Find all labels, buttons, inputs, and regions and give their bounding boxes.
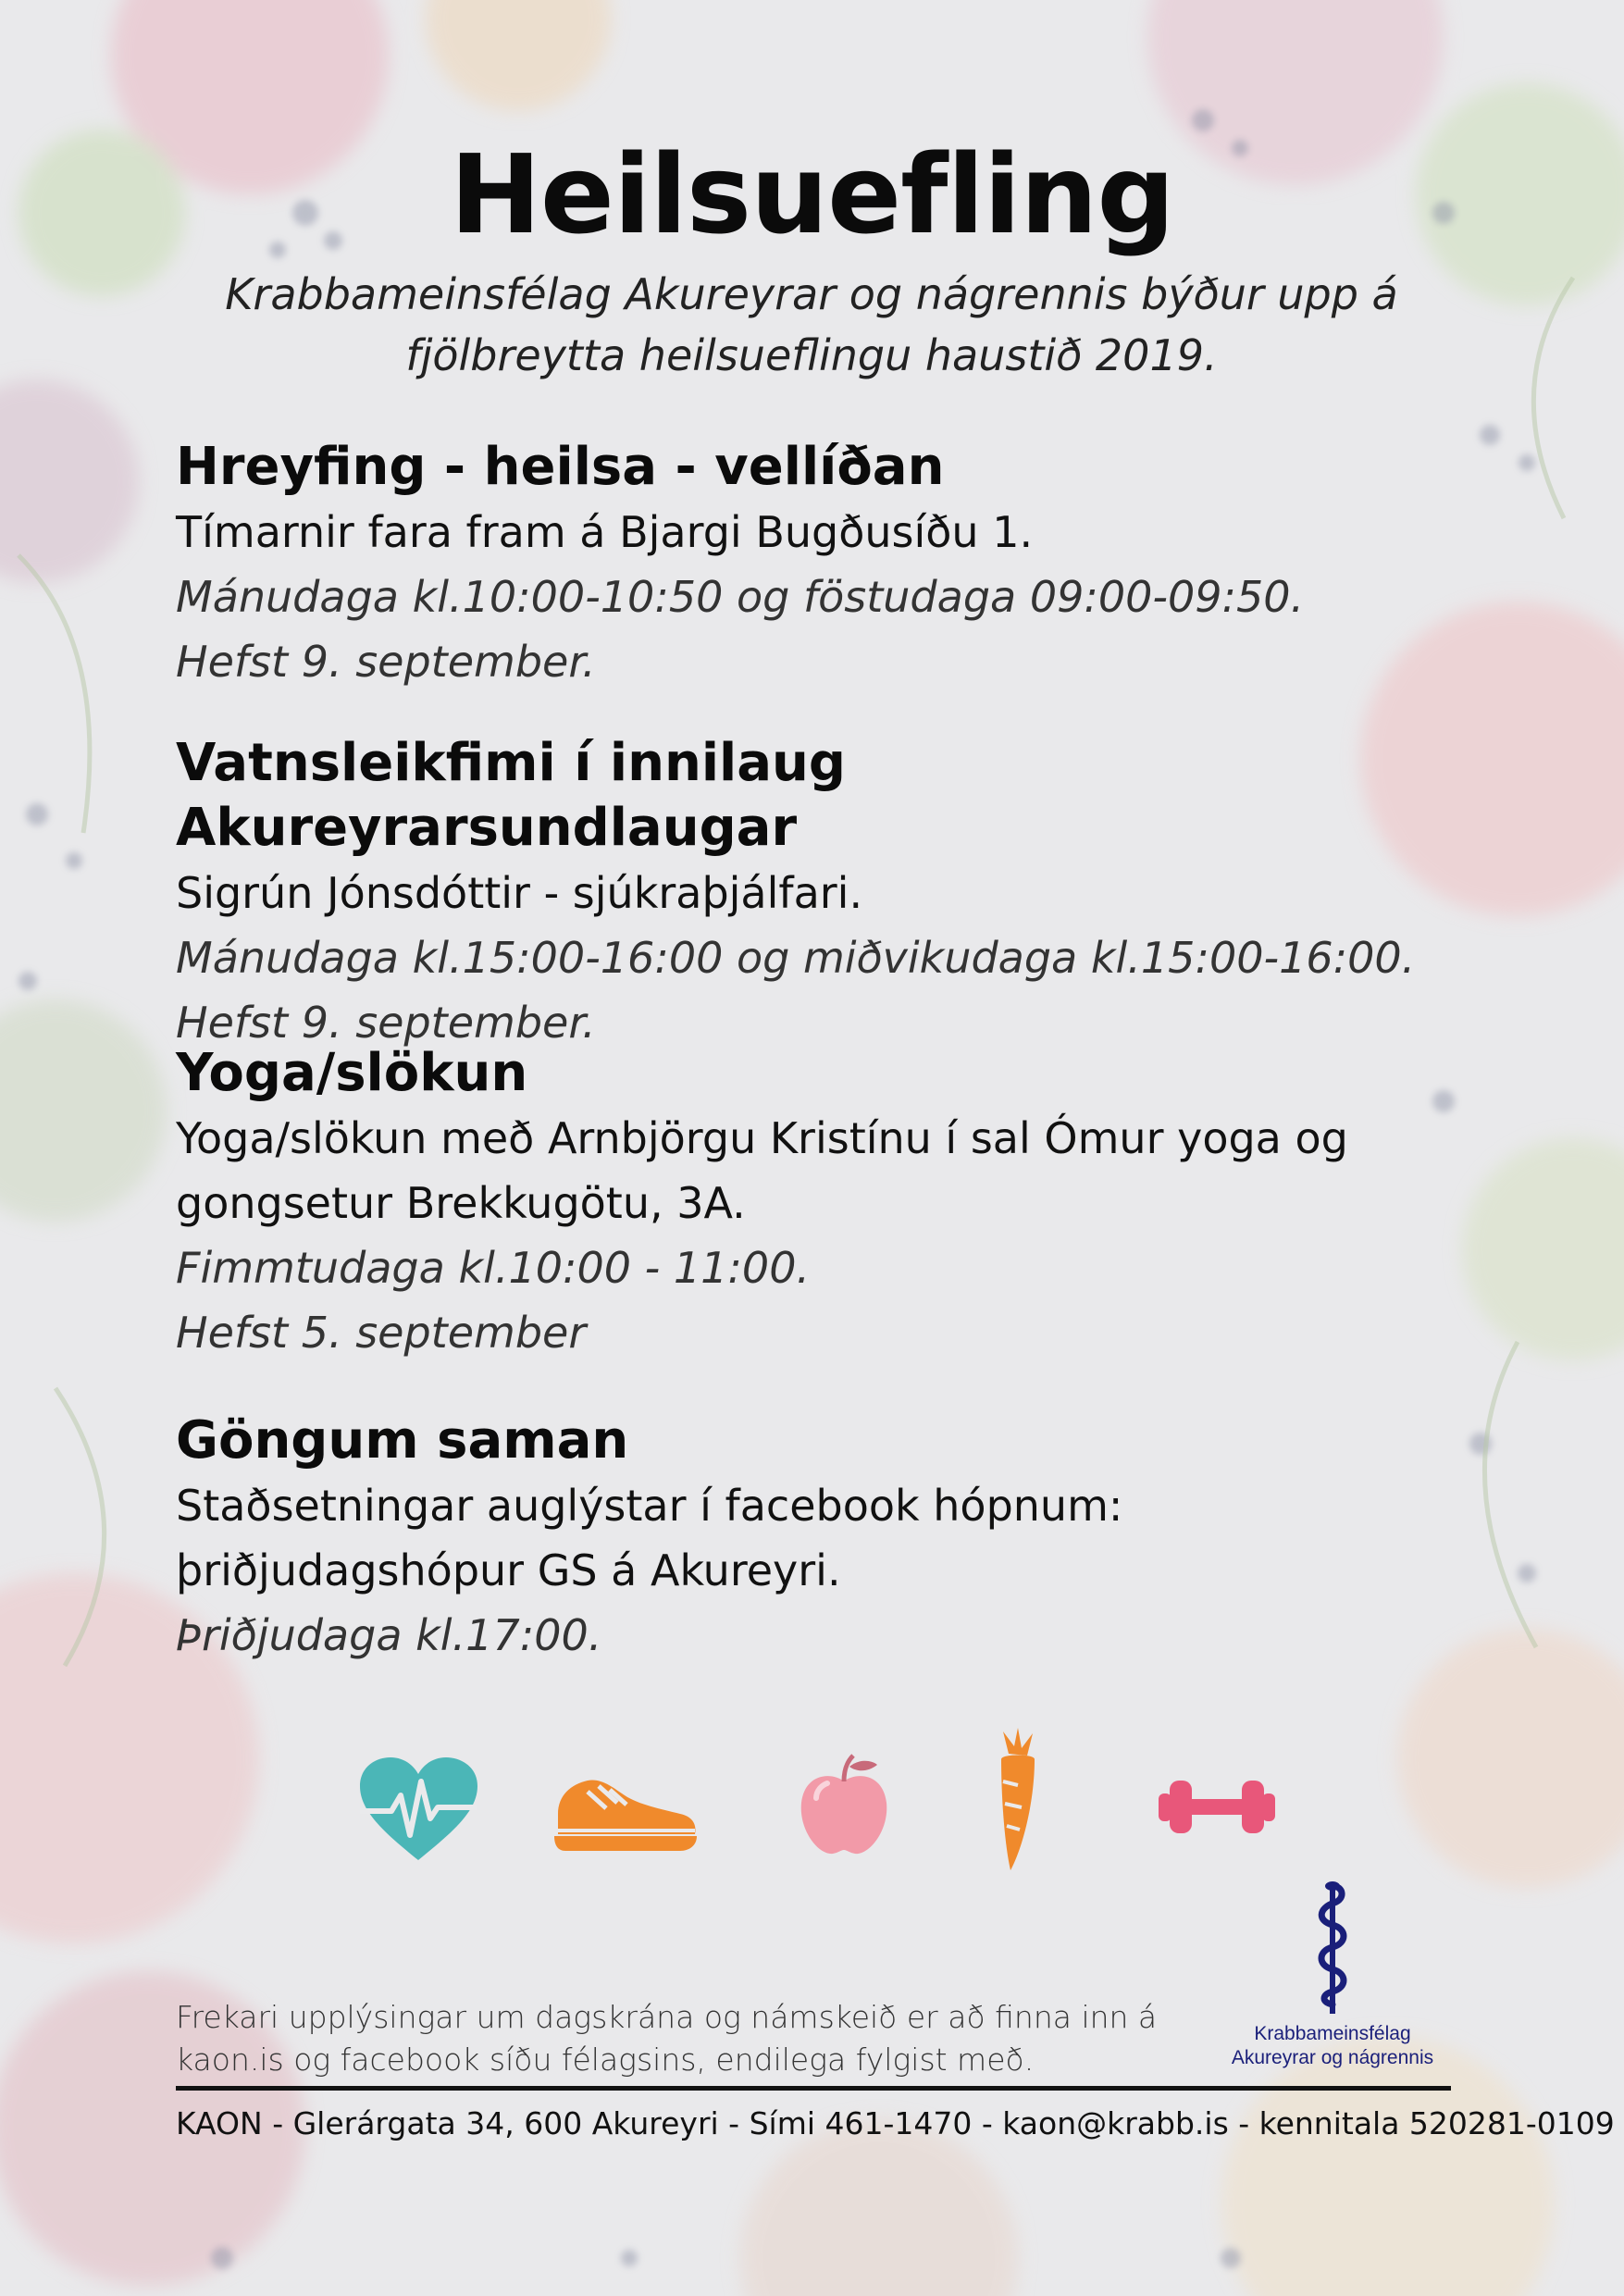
logo-line-2: Akureyrar og nágrennis xyxy=(1231,2047,1434,2068)
section-gongum-saman xyxy=(176,1409,1453,1668)
section-description: Yoga/slökun með Arnbjörgu Kristínu í sal Ómur yoga og gongsetur Brekkugötu, 3A. xyxy=(176,1113,1348,1228)
rod-of-asclepius-logo-icon xyxy=(1305,1879,1360,2017)
sneaker-icon xyxy=(551,1768,699,1855)
section-schedule: Þriðjudaga kl.17:00. xyxy=(176,1610,602,1660)
logo xyxy=(1203,1879,1462,2073)
section-description: Tímarnir fara fram á Bjargi Bugðusíðu 1. xyxy=(176,507,1034,557)
section-schedule: Mánudaga kl.15:00-16:00 og miðvikudaga kl.15:00-16:00. xyxy=(176,933,1416,983)
intro-text: Krabbameinsfélag Akureyrar og nágrennis býður upp á fjölbreytta heilsueflingu haustið 2019. xyxy=(225,269,1398,380)
section-heading: Yoga/slökun xyxy=(176,1043,528,1103)
logo-text xyxy=(1203,2022,1462,2070)
section-schedule: Fimmtudaga kl.10:00 - 11:00. xyxy=(176,1243,811,1293)
section-schedule: Mánudaga kl.10:00-10:50 og föstudaga 09:00-09:50. xyxy=(176,572,1305,622)
section-hreyfing xyxy=(176,435,1453,694)
icon-row xyxy=(342,1726,1286,1883)
dumbbell-icon xyxy=(1157,1777,1277,1837)
section-description: Staðsetningar auglýstar í facebook hópnum: þriðjudagshópur GS á Akureyri. xyxy=(176,1481,1123,1595)
footer-divider xyxy=(176,2086,1451,2091)
section-heading: Göngum saman xyxy=(176,1410,629,1471)
apple-icon xyxy=(796,1752,893,1858)
section-heading: Hreyfing - heilsa - vellíðan xyxy=(176,437,945,497)
section-vatnsleikfimi xyxy=(176,731,1453,1055)
carrot-icon xyxy=(981,1726,1055,1874)
page-title: Heilsuefling xyxy=(450,130,1174,258)
section-start: Hefst 9. september. xyxy=(176,998,596,1048)
footer-info: Frekari upplýsingar um dagskrána og námskeið er að finna inn á kaon.is og facebook síðu félagsins, endilega fylgist með. xyxy=(176,1999,1158,2078)
section-heading: Vatnsleikfimi í innilaug Akureyrarsundlaugar xyxy=(176,733,846,858)
section-start: Hefst 5. september xyxy=(176,1308,587,1358)
section-description: Sigrún Jónsdóttir - sjúkraþjálfari. xyxy=(176,868,863,918)
heartbeat-icon xyxy=(356,1754,481,1865)
logo-line-1: Krabbameinsfélag xyxy=(1254,2023,1411,2044)
section-yoga xyxy=(176,1041,1453,1365)
section-start: Hefst 9. september. xyxy=(176,637,596,687)
footer-contact: KAON - Glerárgata 34, 600 Akureyri - Sími 461-1470 - kaon@krabb.is - kennitala 520281-0109 xyxy=(176,2105,1615,2141)
